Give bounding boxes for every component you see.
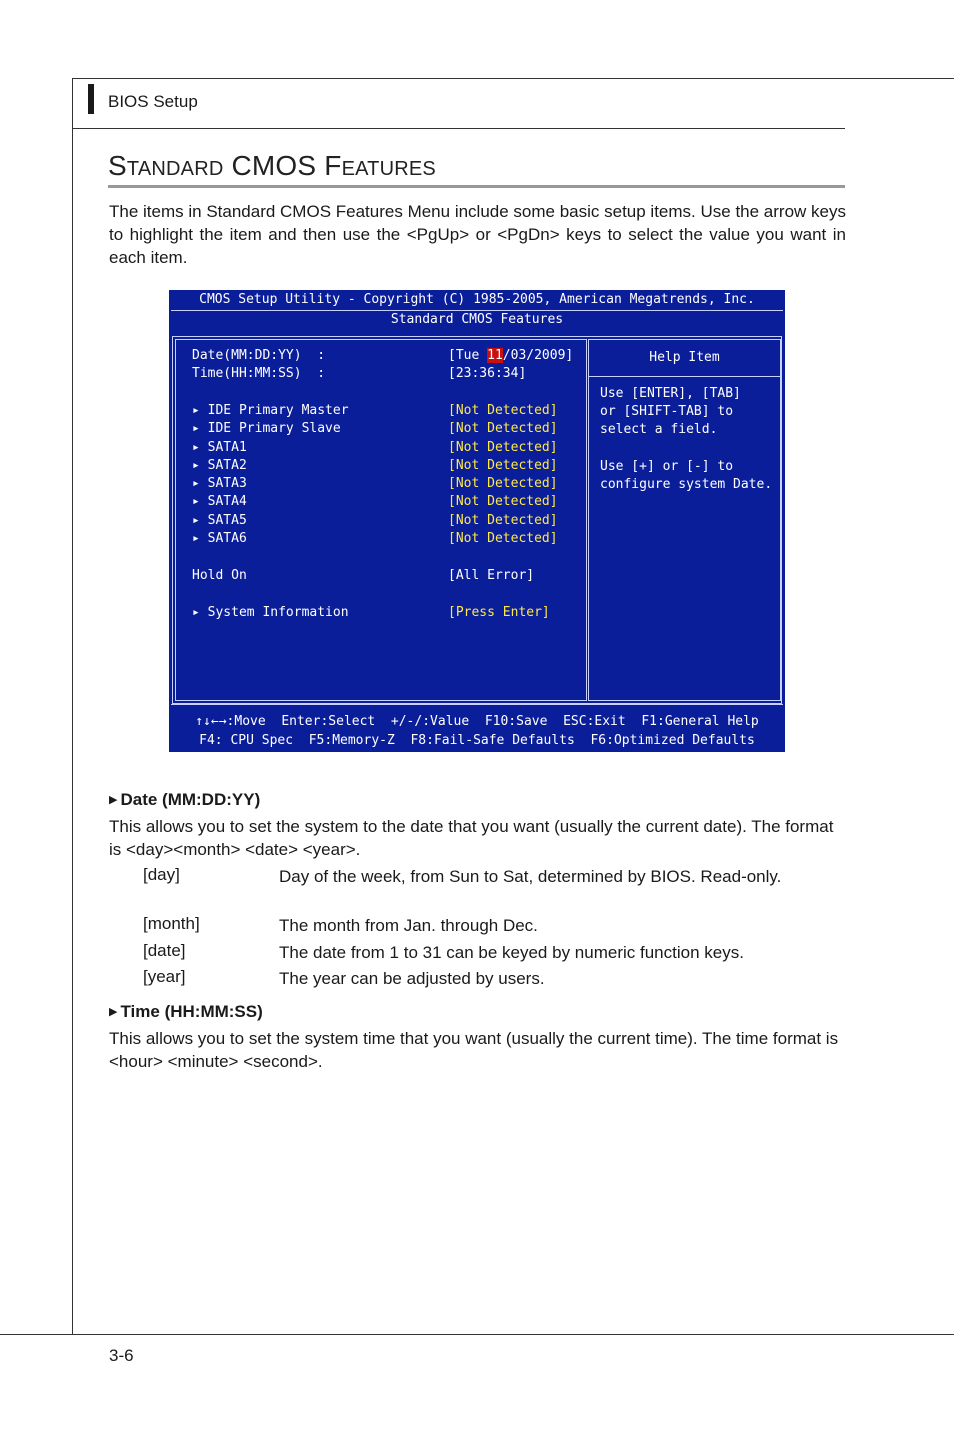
- time-section-heading: ▶ Time (HH:MM:SS): [109, 1002, 263, 1021]
- help-line: Use [ENTER], [TAB]: [600, 386, 741, 401]
- help-line: Use [+] or [-] to: [600, 459, 734, 474]
- triangle-icon: ▶: [109, 1006, 118, 1018]
- page-title: STANDARD CMOS FEATURES: [108, 150, 436, 181]
- menu-item-ide-primary-slave[interactable]: ▸ IDE Primary Slave: [192, 421, 341, 436]
- intro-paragraph: The items in Standard CMOS Features Menu include some basic setup items. Use the arrow keys to highlight the item and then use the <PgUp> or <PgDn> keys to select the value you want in each item.: [109, 202, 846, 267]
- term-date-desc: The date from 1 to 31 can be keyed by numeric function keys.: [279, 943, 744, 962]
- menu-item-sata4[interactable]: ▸ SATA4: [192, 494, 247, 509]
- title-underline: [108, 185, 845, 188]
- bottom-rule: [0, 1334, 954, 1335]
- bios-screenshot: [169, 290, 785, 752]
- time-value[interactable]: [23:36:34]: [448, 366, 527, 381]
- bios-subtitle: Standard CMOS Features: [390, 312, 564, 327]
- menu-value: [Not Detected]: [448, 440, 558, 455]
- bios-help-panel: [588, 339, 781, 701]
- menu-value: [Not Detected]: [448, 494, 558, 509]
- menu-value: [Not Detected]: [448, 513, 558, 528]
- menu-item-sata6[interactable]: ▸ SATA6: [192, 531, 247, 546]
- term-day: [day]: [143, 865, 180, 884]
- menu-item-ide-primary-master[interactable]: ▸ IDE Primary Master: [192, 403, 349, 418]
- menu-item-hold-on[interactable]: Hold On: [192, 568, 247, 583]
- menu-value: [Not Detected]: [448, 531, 558, 546]
- left-rule: [72, 78, 73, 1335]
- triangle-icon: ▶: [109, 794, 118, 806]
- term-year: [year]: [143, 967, 186, 986]
- menu-item-system-information[interactable]: ▸ System Information: [192, 605, 349, 620]
- term-year-desc: The year can be adjusted by users.: [279, 969, 545, 988]
- page-number: 3-6: [109, 1346, 134, 1365]
- bios-title: CMOS Setup Utility - Copyright (C) 1985-2005, American Megatrends, Inc.: [199, 292, 755, 307]
- bios-title-bar: [169, 290, 785, 312]
- menu-value: [Not Detected]: [448, 403, 558, 418]
- menu-value: [All Error]: [448, 568, 535, 583]
- help-title: Help Item: [649, 350, 720, 365]
- menu-value: [Not Detected]: [448, 421, 558, 436]
- date-section-heading: ▶ Date (MM:DD:YY): [109, 790, 261, 809]
- date-section-paragraph: This allows you to set the system to the date that you want (usually the current date). The format is <day><month> <date> <year>.: [109, 817, 834, 859]
- running-header: BIOS Setup: [108, 92, 198, 111]
- menu-item-sata1[interactable]: ▸ SATA1: [192, 440, 247, 455]
- term-month-desc: The month from Jan. through Dec.: [279, 916, 538, 935]
- menu-item-sata5[interactable]: ▸ SATA5: [192, 513, 247, 528]
- term-month: [month]: [143, 914, 200, 933]
- bios-footer-keys: ↑↓←→:Move Enter:Select +/-/:Value F10:Save ESC:Exit F1:General Help: [195, 714, 759, 729]
- menu-value: [Not Detected]: [448, 458, 558, 473]
- menu-item-sata2[interactable]: ▸ SATA2: [192, 458, 247, 473]
- term-date: [date]: [143, 941, 186, 960]
- bios-footer-functions: F4: CPU Spec F5:Memory-Z F8:Fail-Safe Defaults F6:Optimized Defaults: [199, 733, 755, 748]
- help-line: configure system Date.: [600, 477, 773, 492]
- term-day-desc: Day of the week, from Sun to Sat, determined by BIOS. Read-only.: [279, 867, 782, 886]
- menu-value: [Not Detected]: [448, 476, 558, 491]
- top-rule: [72, 78, 954, 79]
- date-month-highlight[interactable]: 11: [487, 348, 503, 363]
- help-line: select a field.: [600, 422, 718, 437]
- menu-value: [Press Enter]: [448, 605, 550, 620]
- help-line: or [SHIFT-TAB] to: [600, 404, 734, 419]
- time-section-paragraph: This allows you to set the system time that you want (usually the current time). The time format is <hour> <minute> <second>.: [109, 1029, 839, 1071]
- date-value[interactable]: [Tue 11/03/2009]: [448, 348, 574, 363]
- menu-item-sata3[interactable]: ▸ SATA3: [192, 476, 247, 491]
- date-label[interactable]: Date(MM:DD:YY) :: [192, 348, 326, 363]
- time-label[interactable]: Time(HH:MM:SS) :: [192, 366, 326, 381]
- header-marker: [88, 84, 94, 114]
- header-rule: [72, 128, 845, 129]
